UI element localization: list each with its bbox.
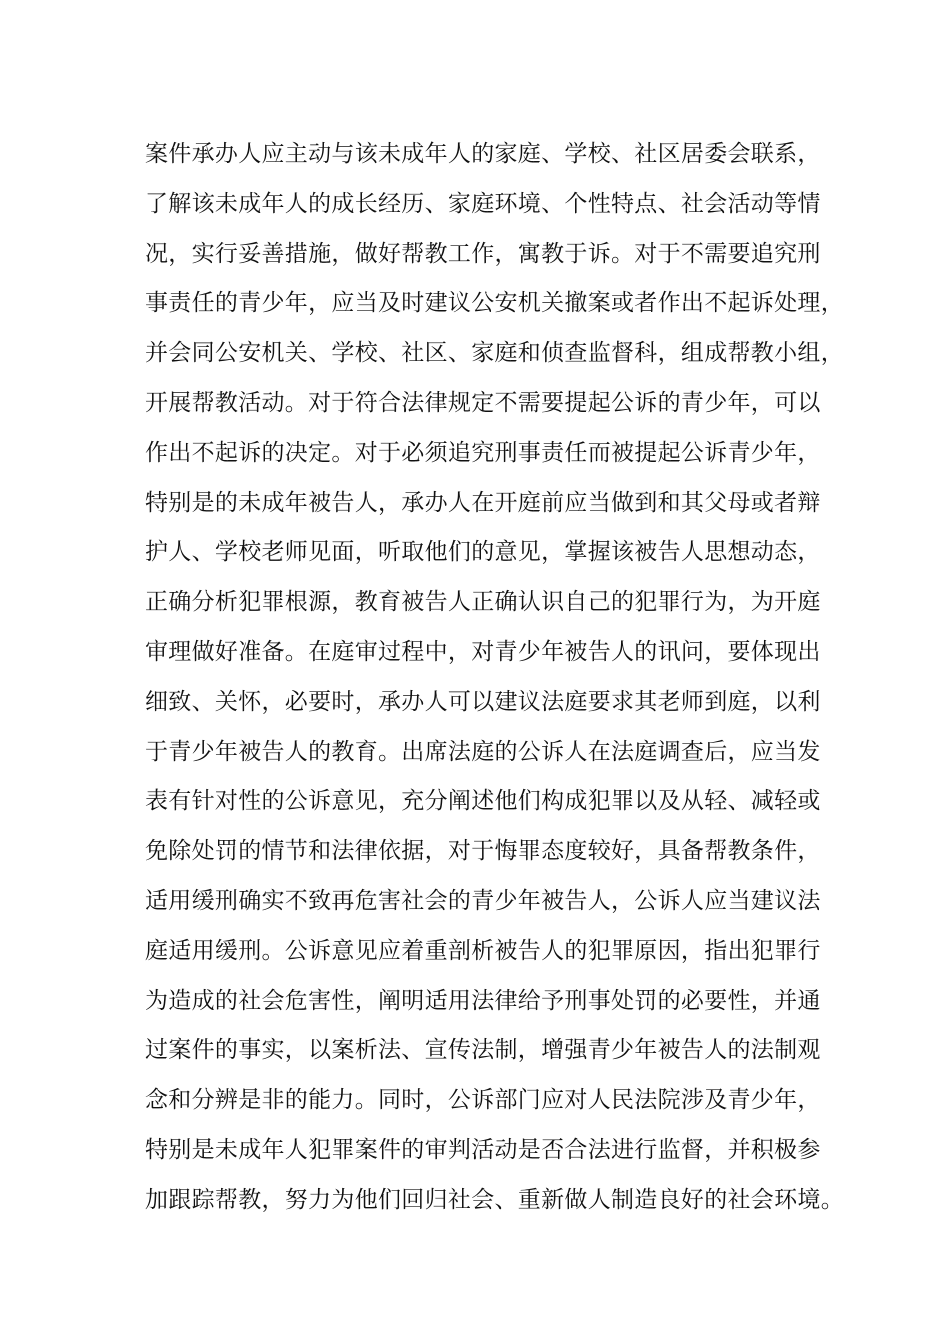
text-line: 正确分析犯罪根源，教育被告人正确认识自己的犯罪行为，为开庭 bbox=[145, 589, 821, 616]
text-line: 庭适用缓刑。公诉意见应着重剖析被告人的犯罪原因，指出犯罪行 bbox=[145, 937, 821, 964]
text-line: 念和分辨是非的能力。同时，公诉部门应对人民法院涉及青少年， bbox=[145, 1087, 821, 1114]
text-line: 了解该未成年人的成长经历、家庭环境、个性特点、社会活动等情 bbox=[145, 190, 821, 217]
text-line: 表有针对性的公诉意见，充分阐述他们构成犯罪以及从轻、减轻或 bbox=[145, 788, 821, 815]
text-line: 细致、关怀，必要时，承办人可以建议法庭要求其老师到庭，以利 bbox=[145, 688, 821, 715]
text-line: 免除处罚的情节和法律依据，对于悔罪态度较好，具备帮教条件， bbox=[145, 838, 821, 865]
body-paragraph bbox=[145, 130, 845, 1226]
text-line: 适用缓刑确实不致再危害社会的青少年被告人，公诉人应当建议法 bbox=[145, 887, 821, 914]
text-line: 况，实行妥善措施，做好帮教工作，寓教于诉。对于不需要追究刑 bbox=[145, 240, 821, 267]
text-line: 特别是的未成年被告人，承办人在开庭前应当做到和其父母或者辩 bbox=[145, 489, 821, 516]
text-line: 开展帮教活动。对于符合法律规定不需要提起公诉的青少年，可以 bbox=[145, 389, 821, 416]
text-line: 案件承办人应主动与该未成年人的家庭、学校、社区居委会联系， bbox=[145, 141, 821, 167]
text-line: 作出不起诉的决定。对于必须追究刑事责任而被提起公诉青少年， bbox=[145, 439, 821, 466]
text-line: 并会同公安机关、学校、社区、家庭和侦查监督科，组成帮教小组， bbox=[145, 340, 844, 367]
text-line: 于青少年被告人的教育。出席法庭的公诉人在法庭调查后，应当发 bbox=[145, 738, 821, 765]
text-line: 为造成的社会危害性，阐明适用法律给予刑事处罚的必要性，并通 bbox=[145, 987, 821, 1014]
text-line: 加跟踪帮教，努力为他们回归社会、重新做人制造良好的社会环境。 bbox=[145, 1186, 844, 1213]
text-line: 特别是未成年人犯罪案件的审判活动是否合法进行监督，并积极参 bbox=[145, 1136, 821, 1163]
text-line: 过案件的事实，以案析法、宣传法制，增强青少年被告人的法制观 bbox=[145, 1037, 821, 1064]
text-line: 审理做好准备。在庭审过程中，对青少年被告人的讯问，要体现出 bbox=[145, 638, 821, 665]
text-line: 护人、学校老师见面，听取他们的意见，掌握该被告人思想动态， bbox=[145, 539, 821, 566]
text-line: 事责任的青少年，应当及时建议公安机关撤案或者作出不起诉处理， bbox=[145, 290, 844, 317]
